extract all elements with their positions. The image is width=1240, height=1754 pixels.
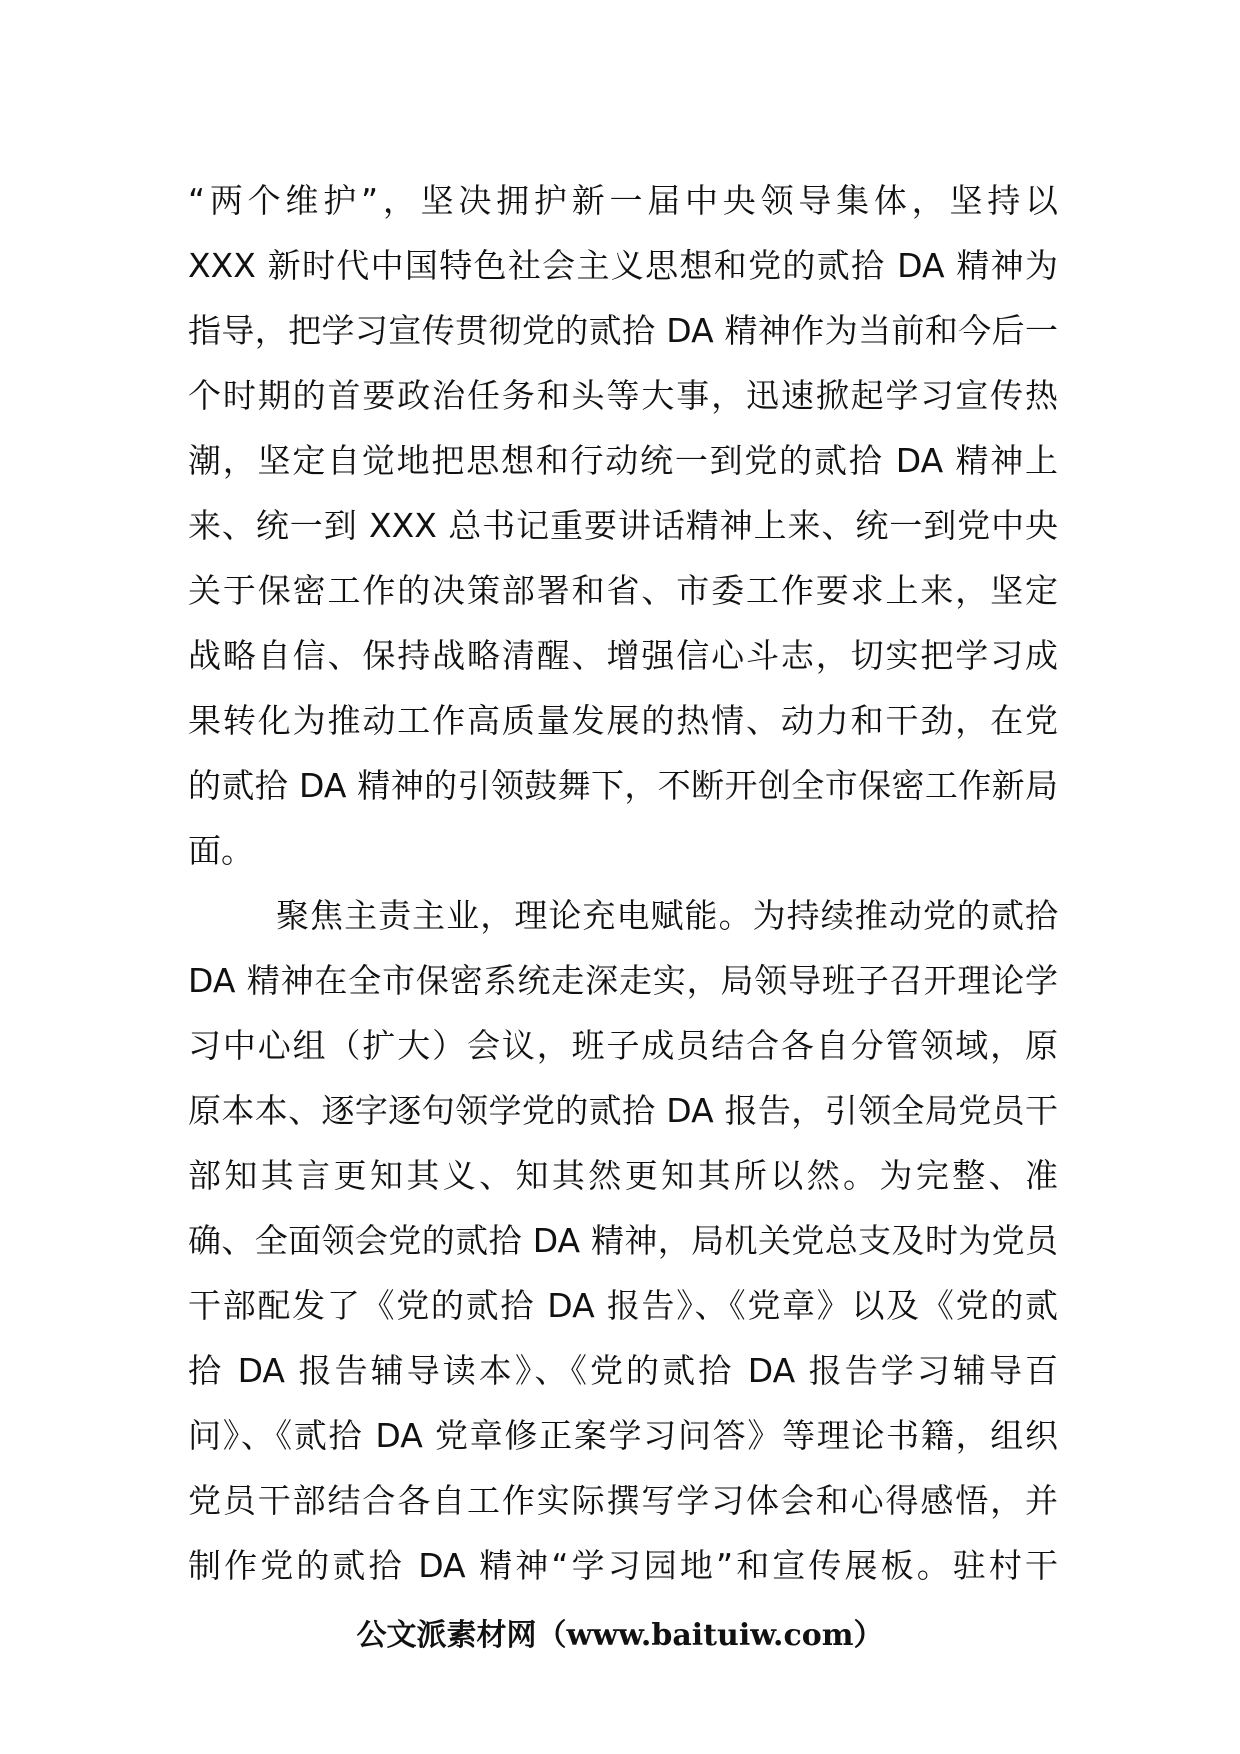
- paragraph-line: 来、统一到 XXX 总书记重要讲话精神上来、统一到党中央: [188, 506, 1058, 545]
- paragraph-line: 干部配发了《党的贰拾 DA 报告》、《党章》以及《党的贰: [188, 1286, 1058, 1325]
- paragraph-line: 制作党的贰拾 DA 精神“学习园地”和宣传展板。驻村干: [188, 1546, 1058, 1585]
- paragraph-line: 战略自信、保持战略清醒、增强信心斗志，切实把学习成: [188, 636, 1058, 675]
- paragraph-line: 指导，把学习宣传贯彻党的贰拾 DA 精神作为当前和今后一: [188, 311, 1058, 350]
- paragraph-line: 面。: [188, 831, 254, 870]
- paragraph-line: 关于保密工作的决策部署和省、市委工作要求上来，坚定: [188, 571, 1058, 610]
- paragraph-line: 原本本、逐字逐句领学党的贰拾 DA 报告，引领全局党员干: [188, 1091, 1058, 1130]
- paragraph-line: 个时期的首要政治任务和头等大事，迅速掀起学习宣传热: [188, 376, 1058, 415]
- paragraph-line: 习中心组（扩大）会议，班子成员结合各自分管领域，原: [188, 1026, 1058, 1065]
- paragraph-2: [188, 883, 1058, 1598]
- paragraph-line: 问》、《贰拾 DA 党章修正案学习问答》等理论书籍，组织: [188, 1416, 1058, 1455]
- paragraph-line: 的贰拾 DA 精神的引领鼓舞下，不断开创全市保密工作新局: [188, 766, 1058, 805]
- paragraph-line: XXX 新时代中国特色社会主义思想和党的贰拾 DA 精神为: [188, 246, 1058, 285]
- paragraph-line: 潮，坚定自觉地把思想和行动统一到党的贰拾 DA 精神上: [188, 441, 1058, 480]
- paragraph-line: 部知其言更知其义、知其然更知其所以然。为完整、准: [188, 1156, 1058, 1195]
- document-body: [188, 168, 1058, 1598]
- paragraph-line: 果转化为推动工作高质量发展的热情、动力和干劲，在党: [188, 701, 1058, 740]
- paragraph-line: 聚焦主责主业，理论充电赋能。为持续推动党的贰拾: [276, 896, 1058, 935]
- footer-watermark: 公文派素材网（www.baituiw.com）: [356, 1618, 884, 1653]
- paragraph-line: DA 精神在全市保密系统走深走实，局领导班子召开理论学: [188, 961, 1058, 1000]
- paragraph-line: 确、全面领会党的贰拾 DA 精神，局机关党总支及时为党员: [188, 1221, 1058, 1260]
- paragraph-1: [188, 168, 1058, 883]
- paragraph-line: 党员干部结合各自工作实际撰写学习体会和心得感悟，并: [188, 1481, 1058, 1520]
- paragraph-line: 拾 DA 报告辅导读本》、《党的贰拾 DA 报告学习辅导百: [188, 1351, 1058, 1390]
- paragraph-line: “两个维护”，坚决拥护新一届中央领导集体，坚持以: [188, 181, 1058, 220]
